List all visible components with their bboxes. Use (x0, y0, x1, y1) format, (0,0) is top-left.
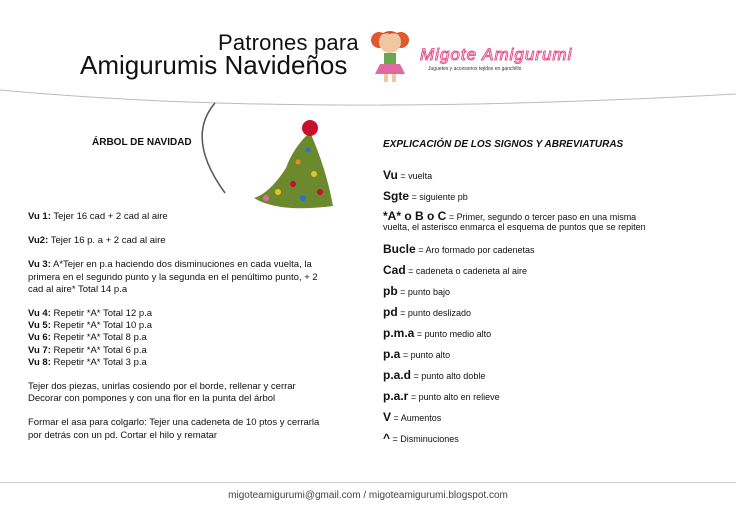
pattern-row: cad al aire* Total 14 p.a (28, 283, 128, 295)
footer-contact: migoteamigurumi@gmail.com / migoteamigurumi.blogspot.com (228, 490, 508, 501)
legend-item: ^ = Disminuciones (383, 431, 459, 445)
legend-heading: EXPLICACIÓN DE LOS SIGNOS Y ABREVIATURAS (383, 139, 624, 150)
pattern-row: Vu 6: Repetir *A* Total 8 p.a (28, 332, 147, 344)
brand-logo-text: Migote Amigurumi (420, 45, 573, 64)
legend-item: p.a.r = punto alto en relieve (383, 389, 500, 403)
tree-heading: ÁRBOL DE NAVIDAD (92, 137, 192, 148)
pattern-row: Vu 3: A*Tejer en p.a haciendo dos disminuciones en cada vuelta, la (28, 259, 312, 271)
legend-item: *A* o B o C = Primer, segundo o tercer paso en una misma vuelta, el asterisco enmarca el esquema de puntos que se repiten (383, 209, 646, 232)
brand-subtitle: Juguetes y accesorios tejidos en ganchillo (428, 66, 522, 72)
title-line-2: Amigurumis Navideños (80, 50, 348, 80)
pattern-row: Vu2: Tejer 16 p. a + 2 cad al aire (28, 235, 166, 247)
legend-item: pd = punto deslizado (383, 305, 471, 319)
title-line-1: Patrones para (218, 30, 359, 55)
legend-item: p.a.d = punto alto doble (383, 368, 486, 382)
legend-item: p.a = punto alto (383, 347, 451, 361)
pattern-row: Vu 1: Tejer 16 cad + 2 cad al aire (28, 211, 168, 222)
legend-item: pb = punto bajo (383, 284, 450, 298)
legend-item: Cad = cadeneta o cadeneta al aire (383, 263, 528, 277)
legend-item: V = Aumentos (383, 410, 442, 424)
pattern-row: Decorar con pompones y con una flor en la punta del árbol (28, 393, 276, 405)
pattern-row: Vu 8: Repetir *A* Total 3 p.a (28, 356, 147, 368)
pattern-row: por detrás con un pd. Cortar el hilo y rematar (28, 429, 218, 441)
pattern-row: Vu 4: Repetir *A* Total 12 p.a (28, 308, 153, 320)
pattern-row: Vu 7: Repetir *A* Total 6 p.a (28, 344, 147, 356)
pattern-row: Tejer dos piezas, unirlas cosiendo por el borde, rellenar y cerrar (28, 381, 296, 393)
christmas-tree-icon (248, 118, 338, 213)
pattern-instructions (28, 211, 319, 442)
legend-item: Vu = vuelta (383, 168, 433, 182)
pattern-row: Vu 5: Repetir *A* Total 10 p.a (28, 320, 153, 332)
pattern-row: primera en el segundo punto y la segunda en el penúltimo punto, + 2 (28, 271, 318, 283)
legend-item: Bucle = Aro formado por cadenetas (383, 242, 535, 256)
footer-divider (0, 482, 736, 483)
legend-item: Sgte = siguiente pb (383, 189, 468, 203)
pattern-row: Formar el asa para colgarlo: Tejer una cadeneta de 10 ptos y cerrarla (28, 417, 320, 429)
legend-item: p.m.a = punto medio alto (383, 326, 492, 340)
